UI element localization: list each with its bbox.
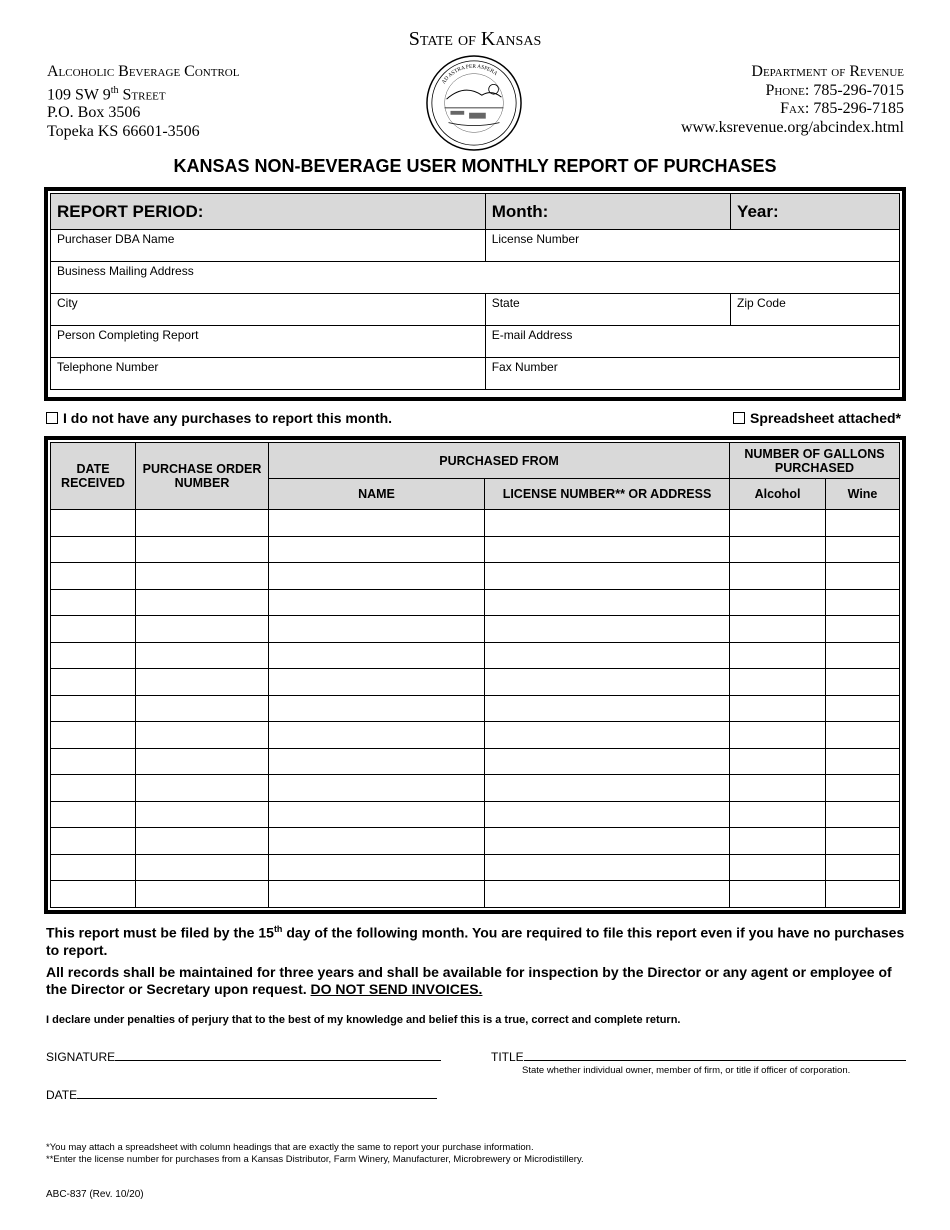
table-row <box>51 828 900 855</box>
table-cell[interactable] <box>269 854 485 881</box>
table-cell[interactable] <box>136 536 269 563</box>
table-cell[interactable] <box>826 801 900 828</box>
table-row <box>51 881 900 908</box>
table-cell[interactable] <box>485 510 730 537</box>
signature-row: SIGNATURE <box>46 1050 441 1064</box>
table-row <box>51 510 900 537</box>
table-row <box>51 563 900 590</box>
state-title: State of Kansas <box>408 28 542 50</box>
table-cell[interactable] <box>51 854 136 881</box>
filing-note: This report must be filed by the 15th day of the following month. You are required to file this report even if you have no purchases to report. <box>46 924 905 958</box>
spreadsheet-checkbox[interactable] <box>733 412 745 424</box>
purchased-from-header: PURCHASED FROM <box>269 443 730 479</box>
footnotes <box>46 1142 584 1166</box>
date-row: DATE <box>46 1088 437 1102</box>
table-cell[interactable] <box>51 642 136 669</box>
table-cell[interactable] <box>269 695 485 722</box>
table-cell[interactable] <box>51 536 136 563</box>
report-period-label: REPORT PERIOD: <box>51 194 486 230</box>
table-cell[interactable] <box>730 589 826 616</box>
footnote-license: **Enter the license number for purchases from a Kansas Distributor, Farm Winery, Manufacturer, Microbrewery or Microdistillery. <box>46 1154 584 1165</box>
department-website[interactable]: www.ksrevenue.org/abcindex.html <box>680 118 904 136</box>
table-cell[interactable] <box>826 828 900 855</box>
gallons-header: NUMBER OF GALLONS PURCHASED <box>730 443 900 479</box>
table-cell[interactable] <box>730 563 826 590</box>
table-cell[interactable] <box>269 536 485 563</box>
table-cell[interactable] <box>269 748 485 775</box>
table-cell[interactable] <box>269 669 485 696</box>
table-cell[interactable] <box>51 828 136 855</box>
table-cell[interactable] <box>51 669 136 696</box>
table-cell[interactable] <box>730 854 826 881</box>
table-cell[interactable] <box>269 589 485 616</box>
kansas-seal-icon <box>425 54 523 152</box>
table-cell[interactable] <box>136 722 269 749</box>
spreadsheet-option[interactable]: Spreadsheet attached* <box>733 410 901 426</box>
table-cell[interactable] <box>269 828 485 855</box>
table-cell[interactable] <box>136 854 269 881</box>
no-purchases-option[interactable]: I do not have any purchases to report this month. <box>46 410 392 426</box>
table-cell[interactable] <box>730 775 826 802</box>
table-cell[interactable] <box>826 642 900 669</box>
title-hint: State whether individual owner, member of firm, or title if officer of corporation. <box>522 1065 851 1076</box>
email-field[interactable]: E-mail Address <box>485 326 899 358</box>
department-name: Department of Revenue <box>751 63 904 80</box>
table-cell[interactable] <box>826 536 900 563</box>
table-cell[interactable] <box>136 669 269 696</box>
table-cell[interactable] <box>269 510 485 537</box>
agency-address <box>47 63 239 141</box>
footnote-spreadsheet: *You may attach a spreadsheet with column headings that are exactly the same to report your purchase information. <box>46 1142 534 1153</box>
table-cell[interactable] <box>269 642 485 669</box>
table-row <box>51 616 900 643</box>
table-cell[interactable] <box>51 563 136 590</box>
table-cell[interactable] <box>485 695 730 722</box>
table-row <box>51 695 900 722</box>
table-row <box>51 801 900 828</box>
city-field[interactable]: City <box>51 294 486 326</box>
table-cell[interactable] <box>826 695 900 722</box>
title-row: TITLE <box>491 1050 906 1064</box>
table-cell[interactable] <box>826 563 900 590</box>
table-cell[interactable] <box>485 642 730 669</box>
table-cell[interactable] <box>136 563 269 590</box>
table-cell[interactable] <box>485 722 730 749</box>
table-cell[interactable] <box>51 775 136 802</box>
table-cell[interactable] <box>485 775 730 802</box>
table-cell[interactable] <box>136 748 269 775</box>
no-purchases-checkbox[interactable] <box>46 412 58 424</box>
table-row <box>51 854 900 881</box>
declaration: I declare under penalties of perjury that to the best of my knowledge and belief this is a true, correct and complete return. <box>46 1014 681 1026</box>
table-cell[interactable] <box>485 854 730 881</box>
purchases-section <box>44 436 906 914</box>
table-cell[interactable] <box>730 748 826 775</box>
table-cell[interactable] <box>51 616 136 643</box>
table-cell[interactable] <box>136 510 269 537</box>
report-info-section <box>44 187 906 401</box>
table-cell[interactable] <box>730 801 826 828</box>
agency-street: 109 SW 9th Street <box>47 84 166 103</box>
name-header: NAME <box>269 479 485 510</box>
table-cell[interactable] <box>51 510 136 537</box>
table-cell[interactable] <box>730 669 826 696</box>
agency-po-box: P.O. Box 3506 <box>47 104 141 122</box>
department-phone: Phone: 785-296-7015 <box>765 81 904 99</box>
telephone-field[interactable]: Telephone Number <box>51 358 486 390</box>
table-cell[interactable] <box>730 695 826 722</box>
table-cell[interactable] <box>269 616 485 643</box>
mailing-address-field[interactable]: Business Mailing Address <box>51 262 900 294</box>
zip-field[interactable]: Zip Code <box>731 294 900 326</box>
table-cell[interactable] <box>730 722 826 749</box>
table-cell[interactable] <box>51 722 136 749</box>
agency-city: Topeka KS 66601-3506 <box>47 122 200 140</box>
title-line[interactable] <box>524 1060 906 1061</box>
table-cell[interactable] <box>485 748 730 775</box>
table-cell[interactable] <box>485 801 730 828</box>
table-row <box>51 669 900 696</box>
person-field[interactable]: Person Completing Report <box>51 326 486 358</box>
table-cell[interactable] <box>269 775 485 802</box>
license-or-address-header: LICENSE NUMBER** OR ADDRESS <box>485 479 730 510</box>
table-cell[interactable] <box>826 589 900 616</box>
table-cell[interactable] <box>51 801 136 828</box>
table-row <box>51 722 900 749</box>
month-field[interactable]: Month: <box>485 194 730 230</box>
table-cell[interactable] <box>826 775 900 802</box>
table-cell[interactable] <box>826 854 900 881</box>
table-cell[interactable] <box>826 748 900 775</box>
table-cell[interactable] <box>485 616 730 643</box>
table-row <box>51 642 900 669</box>
license-number-field[interactable]: License Number <box>485 230 899 262</box>
table-cell[interactable] <box>730 881 826 908</box>
department-fax: Fax: 785-296-7185 <box>780 100 904 117</box>
table-cell[interactable] <box>730 536 826 563</box>
table-cell[interactable] <box>136 881 269 908</box>
records-note: All records shall be maintained for three years and shall be available for inspection by the Director or any agent or employee of the Director or Secretary upon request. DO NOT SEND INVOICES. <box>46 964 892 997</box>
table-cell[interactable] <box>826 669 900 696</box>
table-row <box>51 775 900 802</box>
table-cell[interactable] <box>136 695 269 722</box>
table-cell[interactable] <box>826 510 900 537</box>
department-address <box>681 63 904 137</box>
date-line[interactable] <box>77 1098 437 1099</box>
table-cell[interactable] <box>269 801 485 828</box>
seal-motto: AD ASTRA PER ASPERA <box>440 63 499 86</box>
table-cell[interactable] <box>485 669 730 696</box>
alcohol-header: Alcohol <box>730 479 826 510</box>
wine-header: Wine <box>826 479 900 510</box>
agency-name: Alcoholic Beverage Control <box>47 63 240 80</box>
table-cell[interactable] <box>485 536 730 563</box>
table-cell[interactable] <box>826 881 900 908</box>
purchaser-dba-field[interactable]: Purchaser DBA Name <box>51 230 486 262</box>
table-row <box>51 589 900 616</box>
year-field[interactable]: Year: <box>731 194 900 230</box>
table-cell[interactable] <box>826 722 900 749</box>
po-number-header: PURCHASE ORDER NUMBER <box>136 443 269 510</box>
form-id: ABC-837 (Rev. 10/20) <box>46 1189 144 1200</box>
table-cell[interactable] <box>485 563 730 590</box>
fax-field[interactable]: Fax Number <box>485 358 899 390</box>
table-cell[interactable] <box>51 589 136 616</box>
table-cell[interactable] <box>826 616 900 643</box>
form-title: KANSAS NON-BEVERAGE USER MONTHLY REPORT OF PURCHASES <box>173 156 777 176</box>
table-cell[interactable] <box>485 828 730 855</box>
table-cell[interactable] <box>485 881 730 908</box>
table-cell[interactable] <box>136 828 269 855</box>
table-cell[interactable] <box>136 775 269 802</box>
table-cell[interactable] <box>730 510 826 537</box>
signature-line[interactable] <box>115 1060 441 1061</box>
table-cell[interactable] <box>269 881 485 908</box>
table-cell[interactable] <box>485 589 730 616</box>
table-cell[interactable] <box>730 616 826 643</box>
table-cell[interactable] <box>136 642 269 669</box>
table-row <box>51 748 900 775</box>
table-cell[interactable] <box>51 881 136 908</box>
table-cell[interactable] <box>730 828 826 855</box>
table-cell[interactable] <box>136 616 269 643</box>
table-cell[interactable] <box>51 695 136 722</box>
table-cell[interactable] <box>269 722 485 749</box>
table-cell[interactable] <box>51 748 136 775</box>
table-cell[interactable] <box>269 563 485 590</box>
table-cell[interactable] <box>136 589 269 616</box>
svg-text:AD ASTRA PER ASPERA <box>441 64 499 86</box>
date-received-header: DATE RECEIVED <box>51 443 136 510</box>
table-row <box>51 536 900 563</box>
table-cell[interactable] <box>730 642 826 669</box>
table-cell[interactable] <box>136 801 269 828</box>
state-field[interactable]: State <box>485 294 730 326</box>
